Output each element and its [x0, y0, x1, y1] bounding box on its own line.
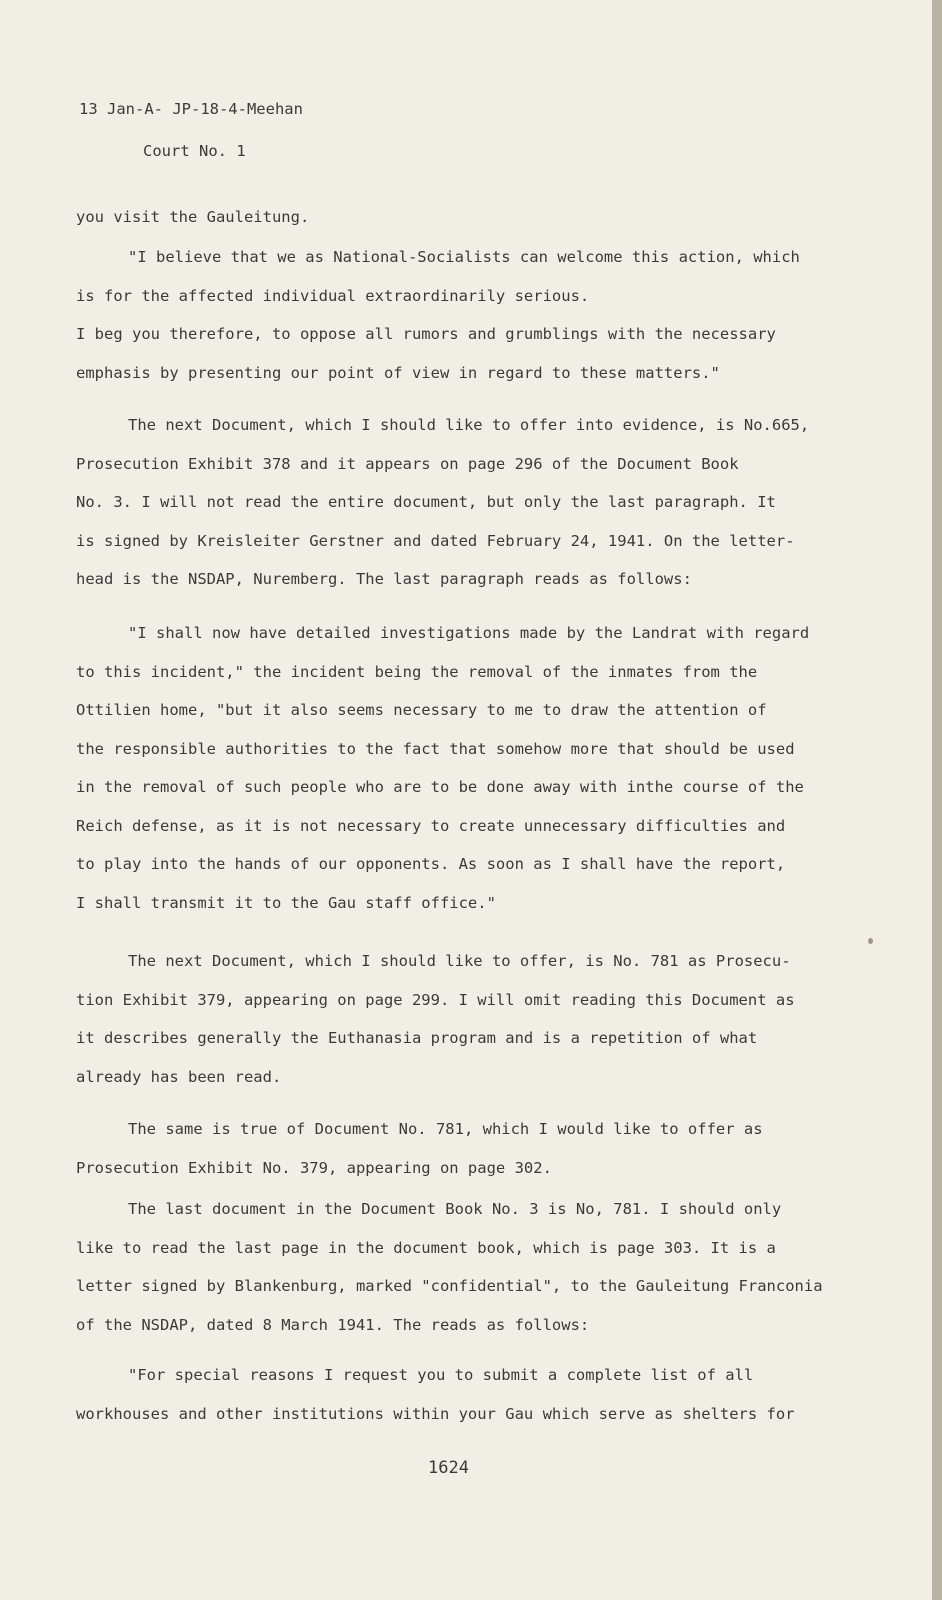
text-line: head is the NSDAP, Nuremberg. The last paragraph reads as follows: — [76, 570, 692, 588]
text-line: the responsible authorities to the fact that somehow more that should be used — [76, 739, 795, 758]
text-line: you visit the Gauleitung. — [76, 208, 310, 226]
text-line: Prosecution Exhibit 378 and it appears on page 296 of the Document Book — [76, 454, 739, 473]
text-line: Ottilien home, "but it also seems necessary to me to draw the attention of — [76, 701, 767, 719]
text-line: Reich defense, as it is not necessary to create unnecessary difficulties and — [76, 816, 786, 835]
text-line: tion Exhibit 379, appearing on page 299. I will omit reading this Document as — [76, 990, 795, 1009]
text-line: to play into the hands of our opponents. As soon as I shall have the report, — [76, 855, 786, 873]
text-line: is for the affected individual extraordinarily serious. — [76, 286, 590, 305]
text-line: The next Document, which I should like to offer, is No. 781 as Prosecu- — [128, 952, 791, 970]
court-number: Court No. 1 — [143, 142, 246, 160]
text-line: "I shall now have detailed investigations made by the Landrat with regard — [128, 624, 810, 642]
paragraph-4 — [76, 614, 876, 922]
page-number: 1624 — [428, 1458, 469, 1478]
text-line: The last document in the Document Book No. 3 is No, 781. I should only — [128, 1200, 782, 1218]
text-line: already has been read. — [76, 1067, 282, 1086]
text-line: to this incident," the incident being the removal of the inmates from the — [76, 662, 758, 681]
text-line: of the NSDAP, dated 8 March 1941. The reads as follows: — [76, 1315, 590, 1334]
text-line: it describes generally the Euthanasia program and is a repetition of what — [76, 1029, 758, 1047]
text-line: I shall transmit it to the Gau staff office." — [76, 893, 496, 912]
text-line: in the removal of such people who are to be done away with inthe course of the — [76, 778, 804, 796]
text-line: No. 3. I will not read the entire document, but only the last paragraph. It — [76, 493, 776, 511]
text-line: letter signed by Blankenburg, marked "confidential", to the Gauleitung Franconia — [76, 1277, 823, 1295]
paragraph-2 — [76, 238, 876, 392]
paragraph-5 — [76, 942, 876, 1096]
text-line: The next Document, which I should like to offer into evidence, is No.665, — [128, 416, 810, 434]
paragraph-7 — [76, 1190, 876, 1344]
text-line: "I believe that we as National-Socialists can welcome this action, which — [128, 248, 800, 266]
paragraph-3 — [76, 406, 876, 599]
text-line: like to read the last page in the document book, which is page 303. It is a — [76, 1238, 776, 1257]
paragraph-8 — [76, 1356, 876, 1433]
ink-mark — [868, 938, 873, 944]
text-line: is signed by Kreisleiter Gerstner and dated February 24, 1941. On the letter- — [76, 531, 795, 550]
document-reference: 13 Jan-A- JP-18-4-Meehan — [79, 100, 303, 118]
paragraph-1 — [76, 198, 876, 237]
text-line: emphasis by presenting our point of view in regard to these matters." — [76, 363, 720, 382]
text-line: The same is true of Document No. 781, which I would like to offer as — [128, 1120, 763, 1138]
text-line: "For special reasons I request you to submit a complete list of all — [128, 1366, 754, 1384]
paragraph-6 — [76, 1110, 876, 1187]
text-line: Prosecution Exhibit No. 379, appearing on page 302. — [76, 1158, 552, 1177]
text-line: workhouses and other institutions within your Gau which serve as shelters for — [76, 1404, 795, 1423]
text-line: I beg you therefore, to oppose all rumors and grumblings with the necessary — [76, 325, 776, 343]
